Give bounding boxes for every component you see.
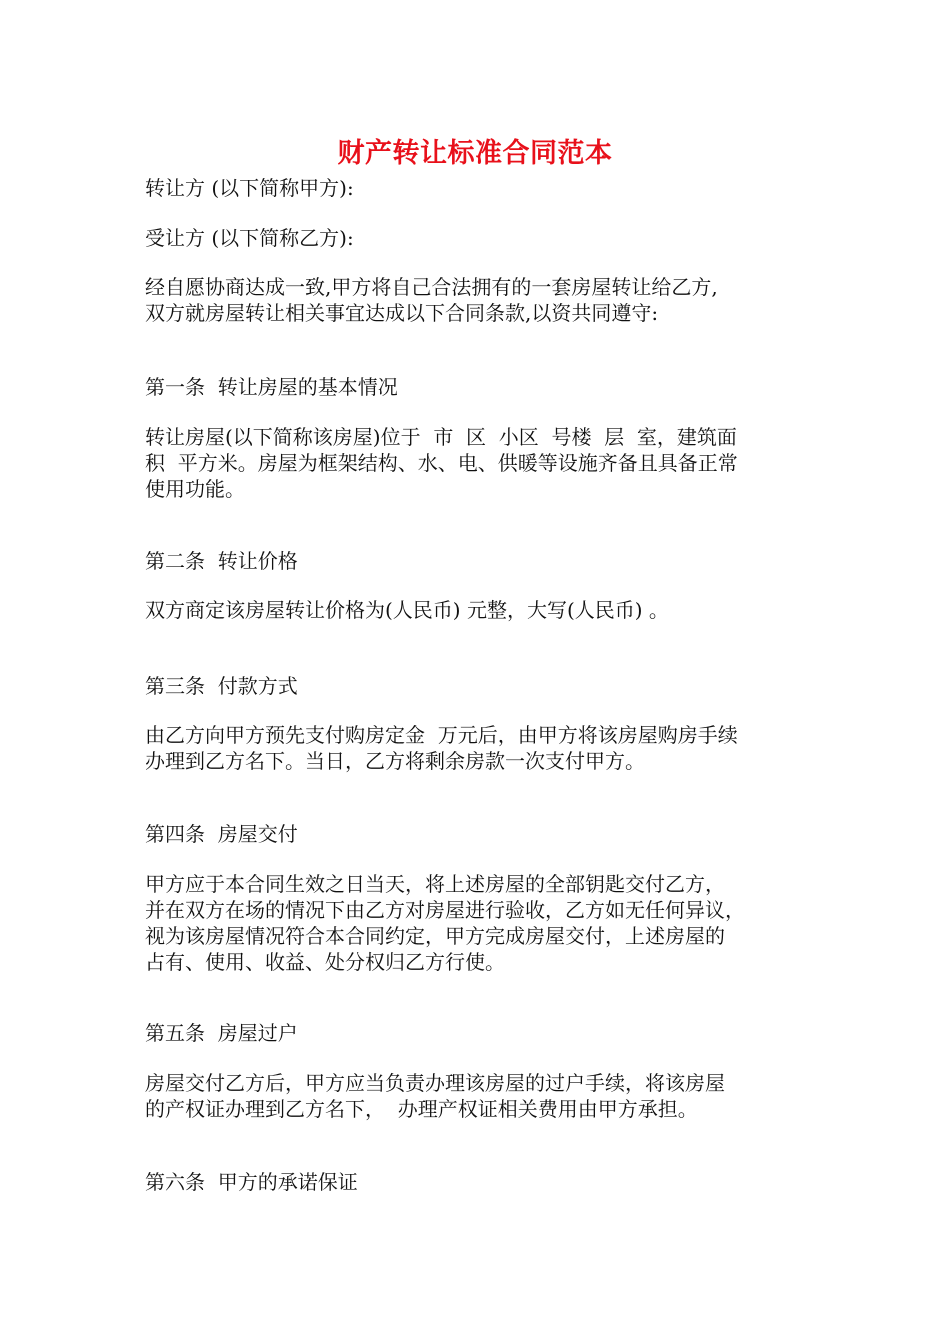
article-3-text-line: 由乙方向甲方预先支付购房定金 万元后，由甲方将该房屋购房手续 [145,723,738,747]
article-4-text-line: 并在双方在场的情况下由乙方对房屋进行验收，乙方如无任何异议， [145,898,745,922]
article-1-text-line: 使用功能。 [145,477,245,501]
article-heading-5: 第五条 房屋过户 [145,1021,298,1045]
article-4-text-line: 视为该房屋情况符合本合同约定，甲方完成房屋交付，上述房屋的 [145,924,725,948]
article-1-text-line: 积 平方米。房屋为框架结构、水、电、供暖等设施齐备且具备正常 [145,451,738,475]
article-2-text-line: 双方商定该房屋转让价格为(人民币) 元整，大写(人民币) 。 [145,598,669,622]
article-4-text-line: 占有、使用、收益、处分权归乙方行使。 [145,950,505,974]
article-heading-3: 第三条 付款方式 [145,674,298,698]
preamble-line: 双方就房屋转让相关事宜达成以下合同条款,以资共同遵守: [145,301,659,325]
preamble-line: 经自愿协商达成一致,甲方将自己合法拥有的一套房屋转让给乙方, [145,275,718,299]
article-5-text-line: 房屋交付乙方后，甲方应当负责办理该房屋的过户手续，将该房屋 [145,1071,725,1095]
transferor-line: 转让方 (以下简称甲方): [145,176,354,200]
article-4-text-line: 甲方应于本合同生效之日当天，将上述房屋的全部钥匙交付乙方， [145,872,725,896]
transferee-line: 受让方 (以下简称乙方): [145,226,354,250]
article-3-text-line: 办理到乙方名下。当日，乙方将剩余房款一次支付甲方。 [145,749,645,773]
document-title: 财产转让标准合同范本 [337,138,613,169]
article-heading-2: 第二条 转让价格 [145,549,298,573]
article-1-text-line: 转让房屋(以下简称该房屋)位于 市 区 小区 号楼 层 室，建筑面 [145,425,737,449]
article-heading-6: 第六条 甲方的承诺保证 [145,1170,358,1194]
article-heading-1: 第一条 转让房屋的基本情况 [145,375,398,399]
article-heading-4: 第四条 房屋交付 [145,822,298,846]
article-5-text-line: 的产权证办理到乙方名下， 办理产权证相关费用由甲方承担。 [145,1097,698,1121]
